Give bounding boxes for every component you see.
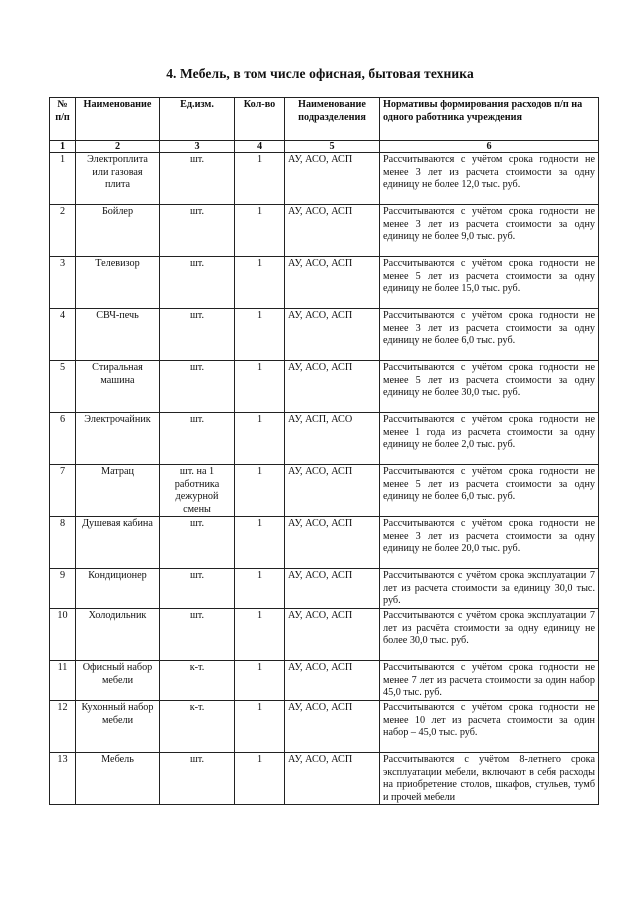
cell-unit: шт. [160, 205, 235, 257]
cell-dept: АУ, АСО, АСП [285, 517, 380, 569]
cell-unit: к-т. [160, 701, 235, 753]
cell-dept: АУ, АСО, АСП [285, 569, 380, 609]
cell-name: Офисный набор мебели [76, 661, 160, 701]
table-row [50, 517, 599, 569]
cell-num: 12 [50, 701, 76, 753]
column-number: 5 [285, 141, 380, 153]
cell-unit: шт. [160, 361, 235, 413]
cell-num: 4 [50, 309, 76, 361]
table-row [50, 753, 599, 805]
table-row [50, 205, 599, 257]
cell-norm: Рассчитываются с учётом срока годности не менее 5 лет из расчета стоимости за одну единицу не более 6,0 тыс. руб. [380, 465, 599, 517]
cell-name: СВЧ-печь [76, 309, 160, 361]
cell-num: 10 [50, 609, 76, 661]
cell-name: Кухонный набор мебели [76, 701, 160, 753]
cell-qty: 1 [235, 661, 285, 701]
cell-unit: шт. [160, 569, 235, 609]
cell-qty: 1 [235, 153, 285, 205]
cell-num: 7 [50, 465, 76, 517]
column-number: 3 [160, 141, 235, 153]
cell-qty: 1 [235, 413, 285, 465]
cell-qty: 1 [235, 753, 285, 805]
cell-dept: АУ, АСО, АСП [285, 701, 380, 753]
cell-unit: шт. [160, 309, 235, 361]
cell-num: 8 [50, 517, 76, 569]
table-row [50, 257, 599, 309]
column-number: 2 [76, 141, 160, 153]
cell-dept: АУ, АСО, АСП [285, 753, 380, 805]
cell-norm: Рассчитываются с учётом срока годности не менее 3 лет из расчета стоимости за одну единицу не более 12,0 тыс. руб. [380, 153, 599, 205]
cell-norm: Рассчитываются с учётом срока годности не менее 5 лет из расчета стоимости за одну единицу не более 30,0 тыс. руб. [380, 361, 599, 413]
cell-dept: АУ, АСО, АСП [285, 257, 380, 309]
cell-dept: АУ, АСО, АСП [285, 609, 380, 661]
cell-name: Матрац [76, 465, 160, 517]
table-row [50, 153, 599, 205]
cell-qty: 1 [235, 569, 285, 609]
cell-dept: АУ, АСО, АСП [285, 361, 380, 413]
cell-unit: шт. [160, 257, 235, 309]
cell-name: Электрочайник [76, 413, 160, 465]
cell-num: 2 [50, 205, 76, 257]
cell-unit: шт. [160, 153, 235, 205]
cell-norm: Рассчитываются с учётом срока эксплуатации 7 лет из расчета стоимости за единицу 30,0 тыс. руб. [380, 569, 599, 609]
cell-norm: Рассчитываются с учётом срока годности не менее 1 года из расчета стоимости за одну единицу не более 2,0 тыс. руб. [380, 413, 599, 465]
cell-qty: 1 [235, 465, 285, 517]
cell-dept: АУ, АСО, АСП [285, 661, 380, 701]
cell-unit: шт. [160, 753, 235, 805]
cell-name: Электроплита или газовая плита [76, 153, 160, 205]
table-row [50, 661, 599, 701]
cell-num: 3 [50, 257, 76, 309]
header-qty: Кол-во [235, 98, 285, 141]
cell-qty: 1 [235, 361, 285, 413]
cell-dept: АУ, АСО, АСП [285, 205, 380, 257]
cell-qty: 1 [235, 701, 285, 753]
cell-unit: шт. на 1 работника дежурной смены [160, 465, 235, 517]
cell-qty: 1 [235, 205, 285, 257]
cell-dept: АУ, АСО, АСП [285, 465, 380, 517]
cell-norm: Рассчитываются с учётом срока годности не менее 3 лет из расчета стоимости за одну единицу не более 6,0 тыс. руб. [380, 309, 599, 361]
cell-norm: Рассчитываются с учётом срока годности не менее 3 лет из расчета стоимости за одну единицу не более 9,0 тыс. руб. [380, 205, 599, 257]
cell-unit: шт. [160, 609, 235, 661]
column-numbers-row [50, 141, 599, 153]
table-row [50, 701, 599, 753]
table-row [50, 309, 599, 361]
page-title: 4. Мебель, в том числе офисная, бытовая техника [166, 66, 474, 81]
cell-norm: Рассчитываются с учётом срока годности не менее 5 лет из расчета стоимости за одну единицу не более 15,0 тыс. руб. [380, 257, 599, 309]
column-number: 4 [235, 141, 285, 153]
column-number: 1 [50, 141, 76, 153]
cell-num: 13 [50, 753, 76, 805]
cell-qty: 1 [235, 609, 285, 661]
cell-name: Холодильник [76, 609, 160, 661]
table-row [50, 569, 599, 609]
cell-num: 6 [50, 413, 76, 465]
cell-num: 9 [50, 569, 76, 609]
table-row [50, 465, 599, 517]
cell-num: 1 [50, 153, 76, 205]
column-number: 6 [380, 141, 599, 153]
header-num: № п/п [50, 98, 76, 141]
header-dept: Наименование подразделения [285, 98, 380, 141]
cell-name: Душевая кабина [76, 517, 160, 569]
cell-name: Мебель [76, 753, 160, 805]
cell-dept: АУ, АСО, АСП [285, 153, 380, 205]
cell-name: Телевизор [76, 257, 160, 309]
cell-qty: 1 [235, 517, 285, 569]
table-row [50, 413, 599, 465]
cell-dept: АУ, АСП, АСО [285, 413, 380, 465]
cell-qty: 1 [235, 257, 285, 309]
cell-norm: Рассчитываются с учётом срока эксплуатации 7 лет из расчёта стоимости за одну единицу не более 30,0 тыс. руб. [380, 609, 599, 661]
cell-norm: Рассчитываются с учётом 8-летнего срока эксплуатации мебели, включают в себя расходы на приобретение столов, шкафов, стульев, тумб и прочей мебели [380, 753, 599, 805]
header-norm: Нормативы формирования расходов п/п на одного работника учреждения [380, 98, 599, 141]
header-unit: Ед.изм. [160, 98, 235, 141]
cell-dept: АУ, АСО, АСП [285, 309, 380, 361]
cell-norm: Рассчитываются с учётом срока годности не менее 3 лет из расчета стоимости за одну единицу не более 20,0 тыс. руб. [380, 517, 599, 569]
cell-unit: к-т. [160, 661, 235, 701]
cell-qty: 1 [235, 309, 285, 361]
norms-table [49, 97, 599, 805]
cell-norm: Рассчитываются с учётом срока годности не менее 10 лет из расчета стоимости за один набор – 45,0 тыс. руб. [380, 701, 599, 753]
cell-name: Стиральная машина [76, 361, 160, 413]
table-row [50, 361, 599, 413]
cell-num: 11 [50, 661, 76, 701]
cell-num: 5 [50, 361, 76, 413]
header-name: Наименование [76, 98, 160, 141]
cell-norm: Рассчитываются с учётом срока годности не менее 7 лет из расчета стоимости за один набор 45,0 тыс. руб. [380, 661, 599, 701]
table-row [50, 609, 599, 661]
cell-unit: шт. [160, 517, 235, 569]
table-header-row [50, 98, 599, 141]
cell-name: Бойлер [76, 205, 160, 257]
cell-name: Кондиционер [76, 569, 160, 609]
cell-unit: шт. [160, 413, 235, 465]
